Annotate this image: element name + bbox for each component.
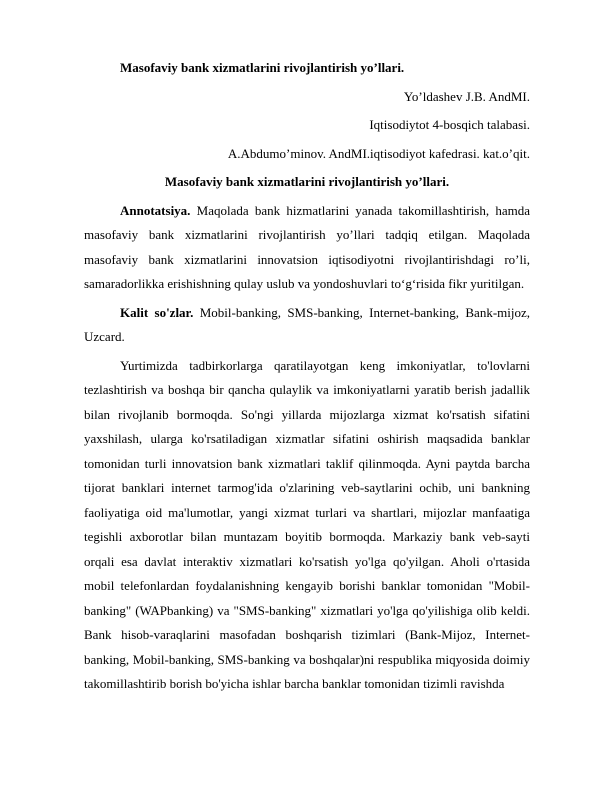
author-role-line: Iqtisodiytot 4-bosqich talabasi. [369,117,530,132]
keywords-label: Kalit so'zlar. [120,304,194,320]
document-page [84,56,530,701]
body-paragraph: Yurtimizda tadbirkorlarga qaratilayotgan keng imkoniyatlar, to'lovlarni tezlashtirish va boshqa bir qancha qulaylik va imkoniyatlarni yaratib berish jadallik bilan rivojlanib bormoqda. So'ngi yillarda mijozlarga xizmat ko'rsatish sifatini yaxshilash, ularga ko'rsatiladigan xizmatlar sifatini oshirish maqsadida banklar tomonidan turli innovatsion bank xizmatlari taklif qilinmoqda. Ayni paytda barcha tijorat banklari internet tarmog'ida o'zlarining veb-saytlarini ochib, uni bankning faoliyatiga oid ma'lumotlar, yangi xizmat turlari va shartlari, mijozlar manfaatiga tegishli axborotlar bilan muntazam boyitib bormoqda. Markaziy bank veb-sayti orqali esa davlat interaktiv xizmatlari ko'rsatish yo'lga qo'yilgan. Aholi o'rtasida mobil telefonlardan foydalanishning kengayib borishi banklar tomonidan "Mobil-banking" (WAPbanking) va "SMS-banking" xizmatlari yo'lga qo'yilishiga olib keldi. Bank hisob-varaqlarini masofadan boshqarish tizimlari (Bank-Mijoz, Internet-banking, Mobil-banking, SMS-banking va boshqalar)ni respublika miqyosida doimiy takomillashtirib borish bo'yicha ishlar barcha banklar tomonidan tizimli ravishda [84,357,530,691]
author-line: Yo’ldashev J.B. AndMI. [403,88,530,104]
document-subtitle: Masofaviy bank xizmatlarini rivojlantirish yo’llari. [164,174,450,189]
keywords-paragraph [84,301,530,350]
abstract-paragraph [84,199,530,297]
keywords-text: Mobil-banking, SMS-banking, Internet-banking, Bank-mijoz, Uzcard. [84,304,530,344]
abstract-text: Maqolada bank hizmatlarini yanada takomillashtirish, hamda masofaviy bank xizmatlarini rivojlantirish yo’llari tadqiq etilgan. Maqolada masofaviy bank xizmatlarini innovatsion iqtisodiyotni rivojlantirishdagi ro’li, samaradorlikka erishishning qulay uslub va yondoshuvlari to‘g‘risida fikr yuritilgan. [84,202,530,291]
supervisor-line: A.Abdumo’minov. AndMI.iqtisodiyot kafedrasi. kat.o’qit. [227,145,530,161]
abstract-label: Annotatsiya. [120,202,191,218]
document-title: Masofaviy bank xizmatlarini rivojlantirish yo’llari. [120,60,405,75]
